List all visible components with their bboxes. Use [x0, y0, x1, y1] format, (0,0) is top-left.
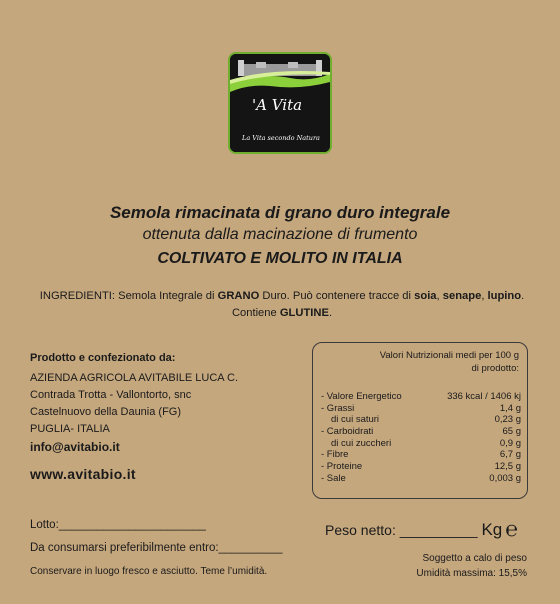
- ingredients-segment: .: [521, 290, 525, 302]
- weight-loss-line: Soggetto a calo di peso: [422, 553, 527, 564]
- nutrition-row: [321, 461, 521, 473]
- allergen-grano: GRANO: [217, 290, 260, 302]
- estimated-sign-icon: ℮: [505, 518, 518, 541]
- max-humidity-line: Umidità massima: 15,5%: [416, 568, 527, 579]
- nutrition-label: di cui saturi: [331, 414, 380, 426]
- ingredients-segment: Duro. Può contenere tracce di: [259, 290, 415, 302]
- lot-number-field: Lotto:_______________________: [30, 519, 206, 531]
- nutrition-value: 65 g: [502, 426, 521, 438]
- logo-name: 'A Vita: [252, 96, 303, 114]
- net-weight-label: Peso netto: __________: [325, 522, 478, 538]
- producer-country: PUGLIA- ITALIA: [30, 423, 110, 435]
- nutrition-header: [359, 349, 519, 375]
- net-weight: [325, 518, 518, 542]
- allergen-soia: soia: [414, 290, 437, 302]
- nutrition-row: [321, 414, 521, 426]
- storage-instructions: Conservare in luogo fresco e asciutto. Teme l’umidità.: [30, 566, 268, 577]
- nutrition-row: [321, 426, 521, 438]
- product-title: [0, 202, 560, 272]
- nutrition-header-line1: Valori Nutrizionali medi per 100 g: [379, 350, 519, 361]
- nutrition-table: [312, 342, 528, 499]
- nutrition-value: 0,23 g: [494, 414, 521, 426]
- net-weight-unit: Kg: [481, 520, 503, 539]
- nutrition-value: 6,7 g: [499, 449, 521, 461]
- nutrition-label: - Fibre: [321, 449, 349, 461]
- producer-website: www.avitabio.it: [30, 466, 136, 482]
- nutrition-row: [321, 449, 521, 461]
- nutrition-label: - Grassi: [321, 402, 355, 414]
- producer-email: info@avitabio.it: [30, 440, 120, 454]
- allergen-lupino: lupino: [487, 290, 522, 302]
- ingredients-text: [26, 288, 538, 322]
- nutrition-header-line2: di prodotto:: [471, 363, 519, 374]
- product-origin: COLTIVATO E MOLITO IN ITALIA: [157, 250, 403, 267]
- ingredients-segment: .: [328, 307, 333, 319]
- ingredients-label: INGREDIENTI:: [39, 290, 115, 302]
- producer-heading: Prodotto e confezionato da:: [30, 352, 176, 364]
- nutrition-label: - Carboidrati: [321, 426, 374, 438]
- brand-logo: [228, 52, 332, 154]
- best-before-field: Da consumarsi preferibilmente entro:__________: [30, 542, 283, 554]
- producer-info: [30, 352, 300, 482]
- nutrition-label: - Valore Energetico: [321, 391, 402, 402]
- producer-street: Contrada Trotta - Vallontorto, snc: [30, 389, 192, 401]
- allergen-glutine: GLUTINE: [279, 307, 329, 319]
- ingredients-segment: Contiene: [231, 307, 280, 319]
- ingredients-segment: Semola Integrale di: [115, 290, 218, 302]
- ingredients-separator: ,: [481, 290, 488, 302]
- weight-loss-notice: [300, 551, 527, 581]
- nutrition-value: 0,003 g: [489, 472, 521, 484]
- nutrition-row: [321, 391, 521, 403]
- nutrition-value: 0,9 g: [499, 437, 521, 449]
- nutrition-row: [321, 403, 521, 415]
- producer-company: AZIENDA AGRICOLA AVITABILE LUCA C.: [30, 372, 239, 384]
- nutrition-value: 12,5 g: [494, 461, 521, 473]
- producer-city: Castelnuovo della Daunia (FG): [30, 406, 182, 418]
- nutrition-label: di cui zuccheri: [331, 437, 392, 449]
- nutrition-row: [321, 438, 521, 450]
- nutrition-row: [321, 473, 521, 485]
- ingredients-separator: ,: [436, 290, 443, 302]
- product-description: ottenuta dalla macinazione di frumento: [142, 226, 418, 243]
- nutrition-label: - Sale: [321, 472, 346, 484]
- logo-tagline: La Vita secondo Natura: [242, 134, 320, 142]
- allergen-senape: senape: [442, 290, 482, 302]
- nutrition-value: 1,4 g: [499, 402, 521, 414]
- product-name: Semola rimacinata di grano duro integrale: [109, 203, 451, 222]
- nutrition-label: - Proteine: [321, 461, 363, 473]
- nutrition-value: 336 kcal / 1406 kj: [447, 391, 521, 402]
- nutrition-rows: [321, 391, 521, 485]
